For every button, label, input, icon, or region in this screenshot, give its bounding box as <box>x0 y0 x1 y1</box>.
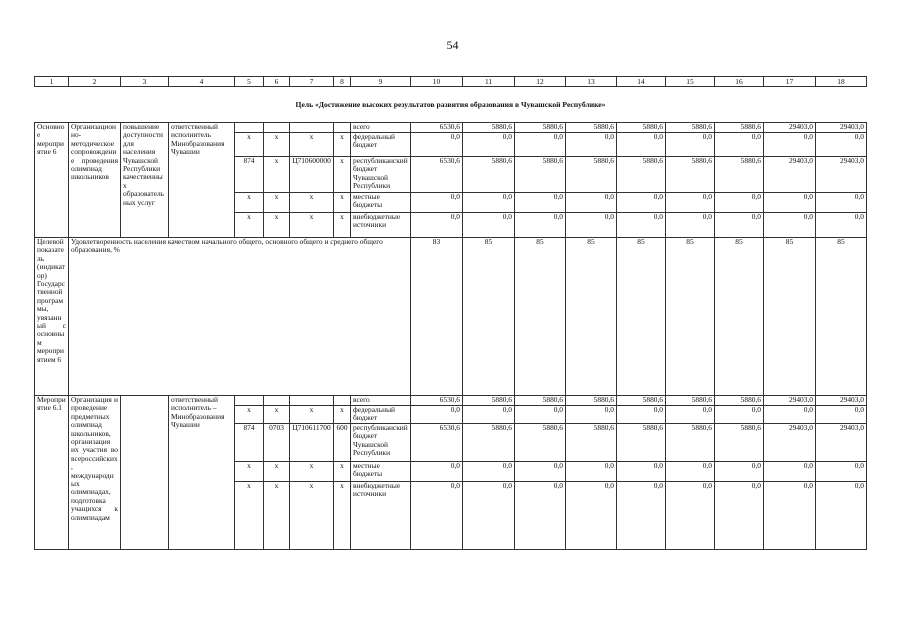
budget-code-cell: Ц710611700 <box>290 423 334 461</box>
funding-source: всего <box>351 396 411 406</box>
budget-code-cell: 874 <box>235 157 264 193</box>
value-cell: 0,0 <box>764 193 816 213</box>
value-cell: 0,0 <box>764 406 816 424</box>
budget-code-cell: x <box>290 481 334 549</box>
value-cell: 0,0 <box>764 133 816 157</box>
budget-code-cell: Ц710600000 <box>290 157 334 193</box>
value-cell: 5880,6 <box>515 396 566 406</box>
value-cell: 0,0 <box>764 461 816 481</box>
value-cell: 0,0 <box>566 461 617 481</box>
header-cell: 4 <box>169 77 235 87</box>
value-cell: 6530,6 <box>411 423 463 461</box>
value-cell: 6530,6 <box>411 123 463 133</box>
value-cell: 0,0 <box>411 213 463 238</box>
budget-code-cell: 0703 <box>264 423 290 461</box>
indicator-value: 85 <box>566 238 617 396</box>
budget-code-cell: x <box>264 133 290 157</box>
value-cell: 6530,6 <box>411 396 463 406</box>
value-cell: 5880,6 <box>463 123 515 133</box>
indicator-value: 85 <box>764 238 816 396</box>
value-cell: 0,0 <box>566 193 617 213</box>
value-cell: 29403,0 <box>816 396 867 406</box>
value-cell: 0,0 <box>463 481 515 549</box>
indicator-value: 85 <box>715 238 764 396</box>
budget-code-cell: x <box>334 461 351 481</box>
page-number: 54 <box>446 38 459 52</box>
value-cell: 0,0 <box>411 461 463 481</box>
goal-title: Цель «Достижение высоких результатов развития образования в Чувашской Республике» <box>295 100 606 110</box>
budget-code-cell <box>235 123 264 133</box>
indicator-label: Целевой показатель (индикатор) Государственной программы, увязанный с основным мероприятием 6 <box>35 238 69 396</box>
value-cell: 0,0 <box>566 133 617 157</box>
funding-source: внебюджетные источники <box>351 481 411 549</box>
value-cell: 0,0 <box>715 406 764 424</box>
funding-source: федеральный бюджет <box>351 133 411 157</box>
value-cell: 0,0 <box>566 406 617 424</box>
value-cell: 29403,0 <box>816 423 867 461</box>
value-cell: 0,0 <box>666 461 715 481</box>
value-cell: 5880,6 <box>566 157 617 193</box>
value-cell: 5880,6 <box>666 396 715 406</box>
measure-label: Мероприятие 6.1 <box>35 396 69 550</box>
funding-source: федеральный бюджет <box>351 406 411 424</box>
budget-code-cell: x <box>264 157 290 193</box>
budget-code-cell: x <box>264 481 290 549</box>
header-cell: 5 <box>235 77 264 87</box>
value-cell: 0,0 <box>515 193 566 213</box>
value-cell: 0,0 <box>816 213 867 238</box>
budget-code-cell <box>290 123 334 133</box>
indicator-value: 85 <box>816 238 867 396</box>
header-cell: 17 <box>764 77 816 87</box>
value-cell: 0,0 <box>566 213 617 238</box>
goal-row <box>35 87 867 123</box>
header-cell: 9 <box>351 77 411 87</box>
program-table <box>34 76 867 550</box>
value-cell: 0,0 <box>666 213 715 238</box>
funding-source: местные бюджеты <box>351 193 411 213</box>
budget-code-cell: x <box>235 481 264 549</box>
value-cell: 5880,6 <box>617 123 666 133</box>
value-cell: 0,0 <box>715 133 764 157</box>
budget-code-cell: x <box>290 133 334 157</box>
budget-code-cell: x <box>235 406 264 424</box>
header-cell: 15 <box>666 77 715 87</box>
value-cell: 0,0 <box>617 193 666 213</box>
value-cell: 5880,6 <box>515 157 566 193</box>
value-cell: 0,0 <box>515 406 566 424</box>
value-cell: 0,0 <box>764 213 816 238</box>
value-cell: 6530,6 <box>411 157 463 193</box>
value-cell: 0,0 <box>515 481 566 549</box>
value-cell: 5880,6 <box>666 423 715 461</box>
value-cell: 0,0 <box>617 133 666 157</box>
budget-code-cell <box>264 396 290 406</box>
budget-code-cell: x <box>290 406 334 424</box>
header-cell: 16 <box>715 77 764 87</box>
measure-name: Организационно-методическое сопровождение проведения олимпиад школьников <box>69 123 121 238</box>
budget-code-cell: 874 <box>235 423 264 461</box>
value-cell: 0,0 <box>666 481 715 549</box>
budget-code-cell: x <box>235 133 264 157</box>
budget-code-cell <box>264 123 290 133</box>
value-cell: 0,0 <box>816 193 867 213</box>
value-cell: 0,0 <box>666 133 715 157</box>
header-cell: 3 <box>121 77 169 87</box>
budget-code-cell <box>290 396 334 406</box>
value-cell: 0,0 <box>515 461 566 481</box>
value-cell: 0,0 <box>816 481 867 549</box>
value-cell: 0,0 <box>617 481 666 549</box>
budget-code-cell: x <box>334 157 351 193</box>
budget-code-cell: x <box>235 193 264 213</box>
value-cell: 5880,6 <box>463 157 515 193</box>
value-cell: 0,0 <box>764 481 816 549</box>
value-cell: 0,0 <box>715 193 764 213</box>
value-cell: 0,0 <box>715 213 764 238</box>
value-cell: 0,0 <box>816 461 867 481</box>
value-cell: 5880,6 <box>515 423 566 461</box>
value-cell: 5880,6 <box>715 123 764 133</box>
indicator-value: 85 <box>463 238 515 396</box>
value-cell: 5880,6 <box>715 157 764 193</box>
header-row <box>35 77 867 87</box>
measure-name: Организация и проведение предметных олимпиад школьников, организация их участия во всероссийских, международных олимпиадах, подготовка учащихся к олимпиадам <box>69 396 121 550</box>
budget-code-cell: x <box>334 213 351 238</box>
value-cell: 5880,6 <box>515 123 566 133</box>
indicator-value: 85 <box>617 238 666 396</box>
value-cell: 5880,6 <box>463 396 515 406</box>
value-cell: 0,0 <box>463 406 515 424</box>
header-cell: 14 <box>617 77 666 87</box>
funding-source: местные бюджеты <box>351 461 411 481</box>
value-cell: 29403,0 <box>764 423 816 461</box>
value-cell: 5880,6 <box>566 123 617 133</box>
value-cell: 0,0 <box>411 193 463 213</box>
budget-code-cell: x <box>264 406 290 424</box>
value-cell: 0,0 <box>515 213 566 238</box>
value-cell: 29403,0 <box>816 123 867 133</box>
budget-code-cell <box>334 123 351 133</box>
value-cell: 0,0 <box>617 461 666 481</box>
budget-code-cell: x <box>334 193 351 213</box>
funding-source: республиканский бюджет Чувашской Республики <box>351 423 411 461</box>
value-cell: 0,0 <box>411 133 463 157</box>
executor-label: ответственный исполнитель Минобразования Чувашии <box>169 123 235 238</box>
value-cell: 29403,0 <box>764 123 816 133</box>
header-cell: 10 <box>411 77 463 87</box>
header-cell: 11 <box>463 77 515 87</box>
value-cell: 0,0 <box>463 213 515 238</box>
executor-label: ответственный исполнитель – Минобразования Чувашии <box>169 396 235 550</box>
value-cell: 29403,0 <box>764 396 816 406</box>
header-cell: 13 <box>566 77 617 87</box>
value-cell: 0,0 <box>617 406 666 424</box>
value-cell: 0,0 <box>566 481 617 549</box>
budget-code-cell: x <box>235 213 264 238</box>
header-cell: 1 <box>35 77 69 87</box>
budget-code-cell: x <box>290 213 334 238</box>
value-cell: 29403,0 <box>764 157 816 193</box>
measure-label: Основное мероприятие 6 <box>35 123 69 238</box>
value-cell: 29403,0 <box>816 157 867 193</box>
budget-code-cell: x <box>264 193 290 213</box>
budget-code-cell: x <box>264 213 290 238</box>
value-cell: 0,0 <box>816 406 867 424</box>
header-cell: 12 <box>515 77 566 87</box>
measure-result: повышение доступности для населения Чувашской Республики качественных образовательных услуг <box>121 123 169 238</box>
indicator-value: 85 <box>666 238 715 396</box>
value-cell: 0,0 <box>515 133 566 157</box>
budget-code-cell: x <box>334 481 351 549</box>
value-cell: 0,0 <box>463 133 515 157</box>
value-cell: 0,0 <box>463 193 515 213</box>
measure-result <box>121 396 169 550</box>
value-cell: 0,0 <box>617 213 666 238</box>
indicator-value: 83 <box>411 238 463 396</box>
value-cell: 0,0 <box>666 193 715 213</box>
value-cell: 0,0 <box>411 481 463 549</box>
funding-source: всего <box>351 123 411 133</box>
value-cell: 5880,6 <box>566 396 617 406</box>
value-cell: 5880,6 <box>715 423 764 461</box>
indicator-row <box>35 238 867 396</box>
budget-code-cell: x <box>334 406 351 424</box>
funding-source: республиканский бюджет Чувашской Республики <box>351 157 411 193</box>
header-cell: 2 <box>69 77 121 87</box>
budget-row <box>35 123 867 133</box>
indicator-text: Удовлетворенность населения качеством начального общего, основного общего и среднего общего образования, % <box>69 238 411 396</box>
funding-source: внебюджетные источники <box>351 213 411 238</box>
header-cell: 8 <box>334 77 351 87</box>
header-cell: 18 <box>816 77 867 87</box>
value-cell: 0,0 <box>715 481 764 549</box>
header-cell: 7 <box>290 77 334 87</box>
value-cell: 5880,6 <box>566 423 617 461</box>
value-cell: 5880,6 <box>617 396 666 406</box>
value-cell: 0,0 <box>715 461 764 481</box>
value-cell: 0,0 <box>411 406 463 424</box>
value-cell: 5880,6 <box>666 157 715 193</box>
value-cell: 0,0 <box>666 406 715 424</box>
value-cell: 5880,6 <box>463 423 515 461</box>
value-cell: 5880,6 <box>617 157 666 193</box>
value-cell: 0,0 <box>816 133 867 157</box>
budget-code-cell <box>235 396 264 406</box>
value-cell: 5880,6 <box>715 396 764 406</box>
budget-code-cell: x <box>290 193 334 213</box>
value-cell: 0,0 <box>463 461 515 481</box>
budget-code-cell: x <box>235 461 264 481</box>
budget-code-cell: x <box>334 133 351 157</box>
budget-code-cell: x <box>264 461 290 481</box>
value-cell: 5880,6 <box>666 123 715 133</box>
budget-code-cell: 600 <box>334 423 351 461</box>
budget-code-cell: x <box>290 461 334 481</box>
budget-code-cell <box>334 396 351 406</box>
indicator-value: 85 <box>515 238 566 396</box>
header-cell: 6 <box>264 77 290 87</box>
budget-row <box>35 396 867 406</box>
value-cell: 5880,6 <box>617 423 666 461</box>
